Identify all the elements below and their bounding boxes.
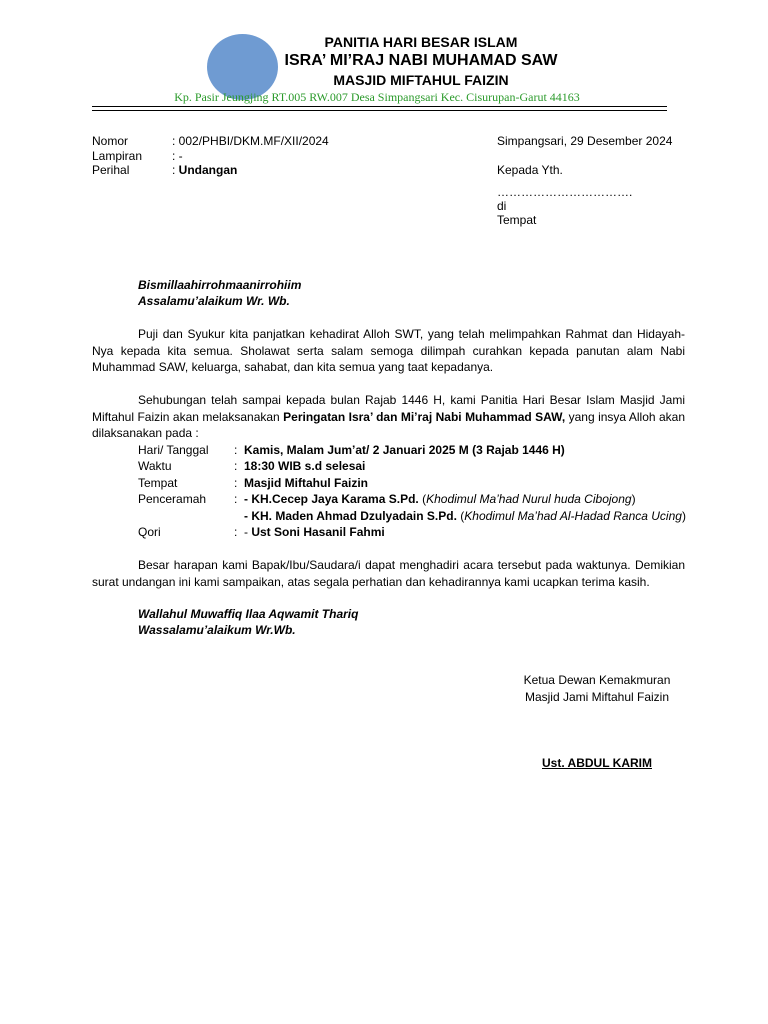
signature-title-2: Masjid Jami Miftahul Faizin <box>524 690 670 704</box>
colon: : <box>234 443 238 457</box>
colon: : <box>234 492 238 506</box>
event-title: ISRA’ MI’RAJ NABI MUHAMAD SAW <box>284 52 558 69</box>
recipient-heading: Kepada Yth. <box>497 163 563 177</box>
paragraph-2-end: yang insya Alloh akan dilaksanakan pada : <box>92 409 686 440</box>
colon: : <box>234 459 238 473</box>
penceramah-label: Penceramah <box>138 492 207 506</box>
event-name-bold: Peringatan Isra’ dan Mi’raj Nabi Muhammad SAW, <box>283 409 566 424</box>
lampiran-value: : - <box>172 149 183 163</box>
header-rule <box>92 106 667 107</box>
committee-title: PANITIA HARI BESAR ISLAM <box>324 34 518 50</box>
recipient-di: di <box>497 199 507 213</box>
closing-salam: Wassalamu’alaikum Wr.Wb. <box>138 623 296 637</box>
mosque-title: MASJID MIFTAHUL FAIZIN <box>333 72 509 88</box>
perihal-row <box>172 163 237 177</box>
tempat-value: Masjid Miftahul Faizin <box>244 476 369 490</box>
salam-opening: Assalamu’alaikum Wr. Wb. <box>138 294 290 308</box>
header-rule-thin <box>92 110 667 111</box>
speaker-2-affiliation: Khodimul Ma’had Al-Hadad Ranca Ucing <box>464 509 682 523</box>
hari-value: Kamis, Malam Jum’at/ 2 Januari 2025 M (3 Rajab 1446 H) <box>244 443 565 457</box>
recipient-dots: ……………………………. <box>497 185 633 199</box>
qori-prefix: - <box>244 525 252 539</box>
paren-close: ) <box>631 492 636 506</box>
recipient-place: Tempat <box>497 213 537 227</box>
speaker-2-name: - KH. Maden Ahmad Dzulyadain S.Pd. <box>244 509 457 523</box>
paragraph-2 <box>92 392 685 442</box>
paragraph-2-intro: Sehubungan telah sampai kepada bulan Rajab 1446 H, kami Panitia Hari Besar Islam Masjid Jami Miftahul Faizin akan melaksanakan <box>92 393 685 424</box>
perihal-value: Undangan <box>178 163 238 177</box>
paren-open: ( <box>456 509 465 523</box>
tempat-label: Tempat <box>138 476 178 490</box>
perihal-label: Perihal <box>92 163 130 177</box>
paragraph-3: Besar harapan kami Bapak/Ibu/Saudara/i dapat menghadiri acara tersebut pada waktunya. Demikian surat undangan ini kami sampaikan, atas segala perhatian dan kehadirannya kami ucapkan terima kasih. <box>92 558 685 589</box>
waktu-label: Waktu <box>138 459 172 473</box>
qori-row <box>244 525 385 539</box>
place-date: Simpangsari, 29 Desember 2024 <box>497 134 673 148</box>
speaker-2 <box>244 509 686 523</box>
speaker-1-affiliation: Khodimul Ma’had Nurul huda Cibojong <box>426 492 632 506</box>
waktu-value: 18:30 WIB s.d selesai <box>244 459 366 473</box>
nomor-label: Nomor <box>92 134 129 148</box>
bismillah: Bismillaahirrohmaanirrohiim <box>138 278 302 292</box>
speaker-1 <box>244 492 636 506</box>
paragraph-1: Puji dan Syukur kita panjatkan kehadirat Alloh SWT, yang telah melimpahkan Rahmat dan Hidayah-Nya kepada kita semua. Sholawat serta salam semoga dilimpah curahkan kepada panutan alam Nabi Muhammad SAW, keluarga, sahabat, dan kita semua yang taat kepadanya. <box>92 327 685 374</box>
paren-open: ( <box>418 492 427 506</box>
address: Kp. Pasir Jeungjing RT.005 RW.007 Desa Simpangsari Kec. Cisurupan-Garut 44163 <box>174 90 580 104</box>
colon: : <box>234 525 238 539</box>
colon: : <box>234 476 238 490</box>
hari-label: Hari/ Tanggal <box>138 443 209 457</box>
speaker-1-name: - KH.Cecep Jaya Karama S.Pd. <box>244 492 419 506</box>
signatory-name: Ust. ABDUL KARIM <box>542 756 652 770</box>
signature-title-1: Ketua Dewan Kemakmuran <box>523 673 671 687</box>
qori-label: Qori <box>138 525 161 539</box>
lampiran-label: Lampiran <box>92 149 143 163</box>
perihal-colon: : <box>172 163 179 177</box>
nomor-value: : 002/PHBI/DKM.MF/XII/2024 <box>172 134 329 148</box>
closing-line-1: Wallahul Muwaffiq Ilaa Aqwamit Thariq <box>138 607 359 621</box>
qori-value: Ust Soni Hasanil Fahmi <box>251 525 385 539</box>
paren-close: ) <box>681 509 686 523</box>
